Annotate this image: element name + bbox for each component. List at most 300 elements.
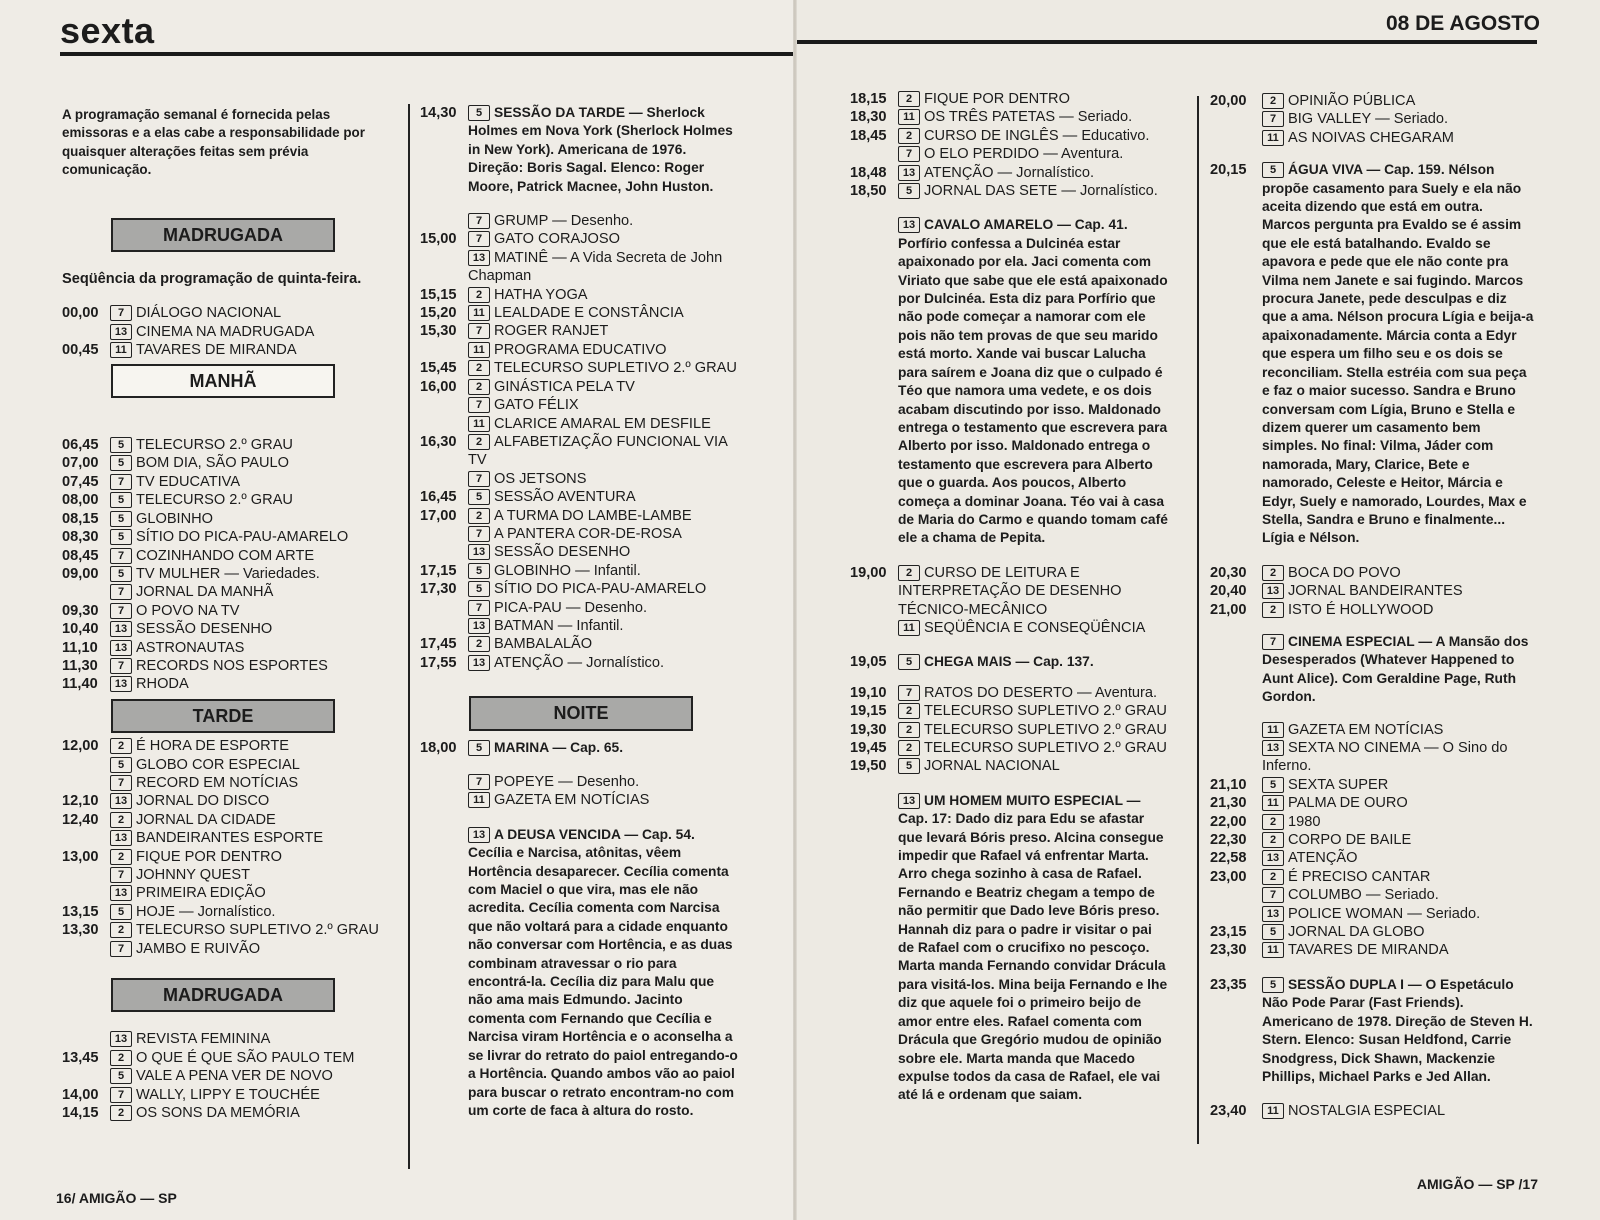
channel-badge: 7 xyxy=(110,867,132,883)
schedule-time: 13,00 xyxy=(62,848,99,865)
schedule-time: 08,45 xyxy=(62,547,99,564)
program-title: MARINA xyxy=(494,739,549,755)
schedule-row xyxy=(850,739,1170,757)
schedule-row xyxy=(1210,129,1534,147)
schedule-time: 00,00 xyxy=(62,305,99,322)
channel-badge: 2 xyxy=(898,91,920,107)
schedule-entry xyxy=(468,826,742,1121)
channel-badge: 2 xyxy=(468,287,490,303)
schedule-time: 17,30 xyxy=(420,581,457,598)
schedule-row xyxy=(420,739,742,757)
schedule-row xyxy=(1210,1102,1534,1120)
channel-badge: 2 xyxy=(898,128,920,144)
schedule-time: 18,50 xyxy=(850,183,887,200)
schedule-row xyxy=(1210,849,1534,867)
section-note: Seqüência da programação de quinta-feira. xyxy=(62,271,362,288)
schedule-entry xyxy=(110,1049,384,1067)
program-text: O QUE É QUE SÃO PAULO TEM xyxy=(136,1049,355,1066)
channel-badge: 11 xyxy=(468,305,490,321)
channel-badge: 5 xyxy=(898,758,920,774)
program-text: CORPO DE BAILE xyxy=(1288,832,1412,849)
channel-badge: 13 xyxy=(110,621,132,637)
page-title-day: sexta xyxy=(60,10,155,51)
schedule-time: 10,40 xyxy=(62,621,99,638)
program-text: TAVARES DE MIRANDA xyxy=(136,342,297,359)
schedule-time: 23,35 xyxy=(1210,976,1247,993)
channel-badge: 13 xyxy=(1262,906,1284,922)
schedule-entry xyxy=(468,617,742,635)
schedule-time: 17,15 xyxy=(420,562,457,579)
schedule-entry xyxy=(898,90,1170,108)
channel-badge: 2 xyxy=(898,703,920,719)
schedule-time: 16,30 xyxy=(420,433,457,450)
channel-badge: 5 xyxy=(110,455,132,471)
channel-badge: 5 xyxy=(110,492,132,508)
schedule-entry xyxy=(110,866,384,884)
schedule-entry xyxy=(110,565,384,583)
schedule-time: 21,30 xyxy=(1210,795,1247,812)
schedule-row xyxy=(1210,905,1534,923)
schedule-row xyxy=(62,1030,384,1048)
schedule-time: 23,00 xyxy=(1210,868,1247,885)
column-2 xyxy=(420,104,742,1120)
channel-badge: 2 xyxy=(110,812,132,828)
channel-badge: 7 xyxy=(468,526,490,542)
program-text: JORNAL DA GLOBO xyxy=(1288,924,1425,941)
schedule-time: 14,15 xyxy=(62,1105,99,1122)
schedule-row xyxy=(850,564,1170,619)
schedule-row xyxy=(62,583,384,601)
schedule-row xyxy=(62,602,384,620)
schedule-entry xyxy=(468,249,742,286)
program-title: ÁGUA VIVA xyxy=(1288,162,1363,178)
program-text: ASTRONAUTAS xyxy=(136,639,245,656)
schedule-feature xyxy=(1210,976,1534,1086)
channel-badge: 11 xyxy=(1262,795,1284,811)
schedule-entry xyxy=(898,216,1170,547)
program-title: SESSÃO DA TARDE xyxy=(494,105,626,120)
schedule-row xyxy=(850,145,1170,163)
schedule-time: 21,00 xyxy=(1210,601,1247,618)
schedule-row xyxy=(420,525,742,543)
program-text: FIQUE POR DENTRO xyxy=(924,91,1070,107)
schedule-time: 15,20 xyxy=(420,305,457,322)
schedule-row xyxy=(62,510,384,528)
schedule-time: 19,50 xyxy=(850,758,887,775)
schedule-entry xyxy=(898,145,1170,163)
program-text: CINEMA NA MADRUGADA xyxy=(136,323,315,340)
program-text: CLARICE AMARAL EM DESFILE xyxy=(494,415,711,432)
schedule-entry xyxy=(468,654,742,672)
schedule-list xyxy=(420,773,742,810)
schedule-entry xyxy=(898,108,1170,126)
channel-badge: 7 xyxy=(468,774,490,790)
schedule-entry xyxy=(110,829,384,847)
schedule-entry xyxy=(110,848,384,866)
channel-badge: 2 xyxy=(898,565,920,581)
schedule-row xyxy=(62,547,384,565)
schedule-entry xyxy=(1262,976,1534,1086)
channel-badge: 5 xyxy=(468,581,490,597)
schedule-row xyxy=(420,104,742,196)
channel-badge: 7 xyxy=(110,584,132,600)
program-text: GLOBO COR ESPECIAL xyxy=(136,756,300,773)
program-text: AS NOIVAS CHEGARAM xyxy=(1288,129,1454,146)
channel-badge: 2 xyxy=(1262,814,1284,830)
schedule-list xyxy=(1210,564,1534,619)
schedule-entry xyxy=(898,684,1170,702)
schedule-row xyxy=(850,108,1170,126)
schedule-entry xyxy=(1262,776,1534,794)
program-text: GAZETA EM NOTÍCIAS xyxy=(494,792,650,809)
schedule-entry xyxy=(468,415,742,433)
schedule-time: 11,10 xyxy=(62,639,98,656)
channel-badge: 7 xyxy=(468,213,490,229)
schedule-list xyxy=(1210,721,1534,960)
program-text: GATO FÉLIX xyxy=(494,397,579,414)
schedule-entry xyxy=(110,547,384,565)
schedule-entry xyxy=(110,528,384,546)
schedule-feature xyxy=(850,216,1170,547)
channel-badge: 7 xyxy=(110,775,132,791)
program-text: BOCA DO POVO xyxy=(1288,564,1401,581)
footer-right: AMIGÃO — SP /17 xyxy=(1416,1176,1538,1192)
schedule-time: 20,40 xyxy=(1210,583,1247,600)
program-title: CAVALO AMARELO xyxy=(924,217,1054,233)
schedule-entry xyxy=(110,436,384,454)
schedule-row xyxy=(62,737,384,755)
schedule-row xyxy=(420,433,742,470)
channel-badge: 7 xyxy=(468,231,490,247)
program-text: TELECURSO 2.º GRAU xyxy=(136,492,293,509)
schedule-time: 08,00 xyxy=(62,492,99,509)
column-divider xyxy=(1197,96,1199,1144)
schedule-row xyxy=(62,792,384,810)
schedule-entry xyxy=(468,378,742,396)
program-text: TV EDUCATIVA xyxy=(136,473,241,490)
schedule-feature xyxy=(420,826,742,1121)
schedule-time: 18,30 xyxy=(850,109,887,126)
schedule-row xyxy=(850,619,1170,637)
program-text: RECORDS NOS ESPORTES xyxy=(136,657,328,674)
schedule-entry xyxy=(898,619,1170,637)
program-title: SESSÃO DUPLA I xyxy=(1288,976,1405,992)
channel-badge: 7 xyxy=(468,471,490,487)
schedule-entry xyxy=(110,811,384,829)
schedule-row xyxy=(1210,976,1534,1086)
program-title: UM HOMEM MUITO ESPECIAL xyxy=(924,792,1123,808)
section-heading: MANHÃ xyxy=(111,364,335,398)
channel-badge: 7 xyxy=(468,397,490,413)
program-description: — Sherlock Holmes em Nova York (Sherlock Holmes in New York). Americana de 1976. Direção: Boris Sagal. Elenco: Roger Moore, Patrick Macnee, John Huston. xyxy=(468,105,733,194)
schedule-entry xyxy=(468,104,742,196)
channel-badge: 7 xyxy=(110,1087,132,1103)
schedule-row xyxy=(62,304,384,322)
schedule-entry xyxy=(1262,739,1534,776)
channel-badge: 7 xyxy=(898,146,920,162)
schedule-row xyxy=(1210,739,1534,776)
schedule-time: 09,00 xyxy=(62,565,99,582)
schedule-time: 14,30 xyxy=(420,105,457,121)
schedule-entry xyxy=(898,653,1170,671)
channel-badge: 5 xyxy=(110,757,132,773)
schedule-feature xyxy=(1210,633,1534,707)
section-heading: TARDE xyxy=(111,699,335,733)
schedule-list xyxy=(62,436,384,694)
schedule-entry xyxy=(1262,905,1534,923)
column-1 xyxy=(62,106,384,1122)
footer-left: 16/ AMIGÃO — SP xyxy=(56,1190,177,1206)
program-text: JORNAL DA CIDADE xyxy=(136,811,276,828)
schedule-row xyxy=(420,212,742,230)
program-text: TELECURSO SUPLETIVO 2.º GRAU xyxy=(924,740,1167,756)
program-text: GRUMP — Desenho. xyxy=(494,213,634,230)
schedule-row xyxy=(420,396,742,414)
schedule-list xyxy=(850,684,1170,776)
channel-badge: 13 xyxy=(1262,740,1284,756)
schedule-entry xyxy=(110,510,384,528)
schedule-entry xyxy=(468,341,742,359)
program-text: RECORD EM NOTÍCIAS xyxy=(136,774,299,791)
schedule-time: 12,10 xyxy=(62,793,99,810)
schedule-entry xyxy=(110,756,384,774)
channel-badge: 13 xyxy=(468,655,490,671)
program-text: SESSÃO DESENHO xyxy=(494,544,631,561)
channel-badge: 11 xyxy=(1262,722,1284,738)
schedule-entry xyxy=(468,396,742,414)
schedule-row xyxy=(850,216,1170,547)
schedule-entry xyxy=(1262,868,1534,886)
schedule-time: 14,00 xyxy=(62,1086,99,1103)
channel-badge: 5 xyxy=(110,529,132,545)
channel-badge: 5 xyxy=(898,654,920,670)
channel-badge: 2 xyxy=(110,1050,132,1066)
schedule-time: 20,15 xyxy=(1210,162,1247,179)
program-title: CINEMA ESPECIAL xyxy=(1288,633,1415,649)
program-text: NOSTALGIA ESPECIAL xyxy=(1288,1103,1446,1120)
schedule-row xyxy=(420,562,742,580)
schedule-row xyxy=(1210,110,1534,128)
schedule-feature xyxy=(850,653,1170,671)
program-text: COLUMBO — Seriado. xyxy=(1288,887,1439,904)
program-text: CURSO DE INGLÊS — Educativo. xyxy=(924,127,1150,144)
schedule-entry xyxy=(110,304,384,322)
schedule-row xyxy=(62,1104,384,1122)
channel-badge: 7 xyxy=(898,685,920,701)
schedule-row xyxy=(62,848,384,866)
schedule-time: 15,30 xyxy=(420,323,457,340)
schedule-row xyxy=(1210,941,1534,959)
schedule-entry xyxy=(1262,721,1534,739)
schedule-time: 21,10 xyxy=(1210,776,1247,793)
schedule-entry xyxy=(110,491,384,509)
program-text: BANDEIRANTES ESPORTE xyxy=(136,830,324,847)
program-text: ISTO É HOLLYWOOD xyxy=(1288,601,1434,618)
schedule-row xyxy=(1210,161,1534,548)
schedule-feature xyxy=(420,104,742,196)
schedule-row xyxy=(62,940,384,958)
program-text: POLICE WOMAN — Seriado. xyxy=(1288,905,1481,922)
channel-badge: 5 xyxy=(1262,977,1284,993)
schedule-row xyxy=(420,415,742,433)
schedule-row xyxy=(1210,923,1534,941)
schedule-entry xyxy=(468,773,742,791)
program-text: REVISTA FEMININA xyxy=(136,1031,271,1048)
program-text: LEALDADE E CONSTÂNCIA xyxy=(494,305,684,322)
schedule-feature xyxy=(1210,1102,1534,1120)
schedule-row xyxy=(62,620,384,638)
schedule-entry xyxy=(1262,633,1534,707)
program-text: SEXTA NO CINEMA — O Sino do Inferno. xyxy=(1262,740,1508,775)
schedule-row xyxy=(1210,92,1534,110)
schedule-row xyxy=(62,829,384,847)
channel-badge: 5 xyxy=(110,566,132,582)
schedule-time: 18,15 xyxy=(850,91,887,107)
schedule-entry xyxy=(1262,813,1534,831)
program-text: GLOBINHO xyxy=(136,510,214,527)
schedule-row xyxy=(420,230,742,248)
schedule-row xyxy=(420,249,742,286)
program-description: — Cap. 159. Nélson propõe casamento para Suely e ela não aceita dizendo que está em outra. Marcos pergunta pra Evaldo se é assim que ele está batalhando. Evaldo se apavora e pede que ele não conte pra Vilma nem Janete e sai fugindo. Marcos procura Janete, pede desculpas e diz que a ama. Nélson procura Lígia e beija-a apaixonadamente. Márcia conta a Edyr que espera um filho seu e os dois se reconciliam. Stella estréia com sua peça e faz o maior sucesso. Sandra e Bruno conversam com Lígia, Bruno e Stella e dizem querer um casamento bem simples. No final: Vilma, Jáder com namorada, Mary, Clarice, Bete e namorado, Celeste e Heitor, Márcia e Edyr, Suely e namorado, Lourdes, Max e Stella, Sandra e Bruno e finalmente... Lígia e Nélson. xyxy=(1262,162,1534,546)
channel-badge: 13 xyxy=(468,827,490,843)
program-text: SÍTIO DO PICA-PAU-AMARELO xyxy=(494,581,707,598)
channel-badge: 7 xyxy=(468,600,490,616)
program-text: DIÁLOGO NACIONAL xyxy=(136,305,282,322)
schedule-row xyxy=(850,127,1170,145)
schedule-entry xyxy=(110,774,384,792)
program-text: TELECURSO 2.º GRAU xyxy=(136,437,293,454)
section-tarde xyxy=(62,699,384,733)
channel-badge: 2 xyxy=(468,434,490,450)
schedule-entry xyxy=(898,792,1170,1105)
schedule-time: 17,55 xyxy=(420,654,457,671)
schedule-entry xyxy=(468,525,742,543)
program-text: 1980 xyxy=(1288,813,1321,830)
channel-badge: 11 xyxy=(468,792,490,808)
schedule-entry xyxy=(110,323,384,341)
schedule-time: 23,30 xyxy=(1210,942,1247,959)
schedule-row xyxy=(62,675,384,693)
schedule-entry xyxy=(1262,110,1534,128)
schedule-time: 13,15 xyxy=(62,903,99,920)
channel-badge: 5 xyxy=(110,1068,132,1084)
schedule-entry xyxy=(110,620,384,638)
schedule-row xyxy=(420,773,742,791)
schedule-row xyxy=(850,757,1170,775)
channel-badge: 13 xyxy=(898,793,920,809)
channel-badge: 2 xyxy=(1262,565,1284,581)
program-text: MATINÊ — A Vida Secreta de John Chapman xyxy=(468,249,723,285)
schedule-time: 18,00 xyxy=(420,739,457,756)
schedule-feature xyxy=(420,739,742,757)
program-text: SESSÃO AVENTURA xyxy=(494,489,636,506)
channel-badge: 5 xyxy=(468,105,490,121)
channel-badge: 11 xyxy=(110,342,132,358)
section-heading: MADRUGADA xyxy=(111,978,335,1012)
schedule-time: 15,45 xyxy=(420,360,457,377)
schedule-time: 09,30 xyxy=(62,602,99,619)
schedule-time: 23,40 xyxy=(1210,1103,1247,1120)
schedule-time: 22,00 xyxy=(1210,813,1247,830)
schedule-entry xyxy=(1262,564,1534,582)
channel-badge: 11 xyxy=(1262,942,1284,958)
channel-badge: 7 xyxy=(468,323,490,339)
schedule-entry xyxy=(1262,831,1534,849)
schedule-row xyxy=(1210,831,1534,849)
schedule-time: 06,45 xyxy=(62,437,99,454)
channel-badge: 13 xyxy=(1262,583,1284,599)
channel-badge: 7 xyxy=(1262,887,1284,903)
schedule-row xyxy=(420,617,742,635)
schedule-entry xyxy=(1262,923,1534,941)
program-title: A DEUSA VENCIDA xyxy=(494,826,621,842)
schedule-row xyxy=(420,826,742,1121)
schedule-row xyxy=(62,565,384,583)
channel-badge: 2 xyxy=(1262,602,1284,618)
channel-badge: 13 xyxy=(110,1031,132,1047)
program-text: JORNAL DO DISCO xyxy=(136,793,270,810)
channel-badge: 11 xyxy=(898,109,920,125)
channel-badge: 5 xyxy=(1262,162,1284,178)
schedule-time: 16,00 xyxy=(420,378,457,395)
schedule-row xyxy=(62,436,384,454)
schedule-entry xyxy=(468,739,742,757)
program-text: HOJE — Jornalístico. xyxy=(136,903,276,920)
schedule-entry xyxy=(898,164,1170,182)
channel-badge: 2 xyxy=(468,360,490,376)
schedule-entry xyxy=(1262,129,1534,147)
program-text: TV MULHER — Variedades. xyxy=(136,565,320,582)
channel-badge: 2 xyxy=(898,740,920,756)
header-rule-left xyxy=(60,52,793,56)
program-text: WALLY, LIPPY E TOUCHÉE xyxy=(136,1086,320,1103)
channel-badge: 13 xyxy=(110,793,132,809)
program-description: — Cap. 41. Porfírio confessa a Dulcinéa estar apaixonado por ela. Jaci comenta com Viriato que sabe que ele está apaixonado por Dulcinéa. Esta diz para Porfírio que não pode começar a namorar com ele pois não tem provas de que seu marido está morto. Xande vai buscar Lalucha para saírem e Joana diz que o culpado é Téo que namora uma vedete, e os dois acabam discutindo por isso. Maldonado entrega o testamento que escrevera para Alberto por isso. Maldonado entrega o testamento que escrevera para Alberto que o guarda. Aos poucos, Alberto começa a dominar Joana. Téo vai à casa de Maria do Carmo e quando tomam café ele a chama de Pepita. xyxy=(898,217,1168,546)
program-text: PALMA DE OURO xyxy=(1288,795,1408,812)
schedule-row xyxy=(62,473,384,491)
schedule-entry xyxy=(468,488,742,506)
schedule-row xyxy=(420,791,742,809)
channel-badge: 13 xyxy=(468,250,490,266)
schedule-row xyxy=(62,811,384,829)
schedule-time: 20,00 xyxy=(1210,93,1247,109)
schedule-entry xyxy=(898,702,1170,720)
schedule-entry xyxy=(468,562,742,580)
schedule-row xyxy=(1210,601,1534,619)
channel-badge: 5 xyxy=(110,437,132,453)
schedule-entry xyxy=(110,884,384,902)
channel-badge: 7 xyxy=(110,548,132,564)
schedule-feature xyxy=(850,792,1170,1105)
program-text: VALE A PENA VER DE NOVO xyxy=(136,1068,333,1085)
page-title-date: 08 DE AGOSTO xyxy=(1385,12,1540,35)
schedule-row xyxy=(62,1067,384,1085)
program-text: É HORA DE ESPORTE xyxy=(136,738,290,755)
schedule-time: 13,30 xyxy=(62,922,99,939)
schedule-entry xyxy=(110,940,384,958)
program-text: OS TRÊS PATETAS — Seriado. xyxy=(924,109,1133,126)
program-text: GAZETA EM NOTÍCIAS xyxy=(1288,721,1444,738)
schedule-time: 19,10 xyxy=(850,684,887,701)
schedule-row xyxy=(62,657,384,675)
schedule-time: 15,15 xyxy=(420,286,457,303)
program-text: A TURMA DO LAMBE-LAMBE xyxy=(494,507,692,524)
channel-badge: 5 xyxy=(1262,924,1284,940)
channel-badge: 5 xyxy=(468,740,490,756)
program-description: — Cap. 137. xyxy=(1011,654,1094,670)
schedule-time: 15,00 xyxy=(420,231,457,248)
channel-badge: 2 xyxy=(898,722,920,738)
